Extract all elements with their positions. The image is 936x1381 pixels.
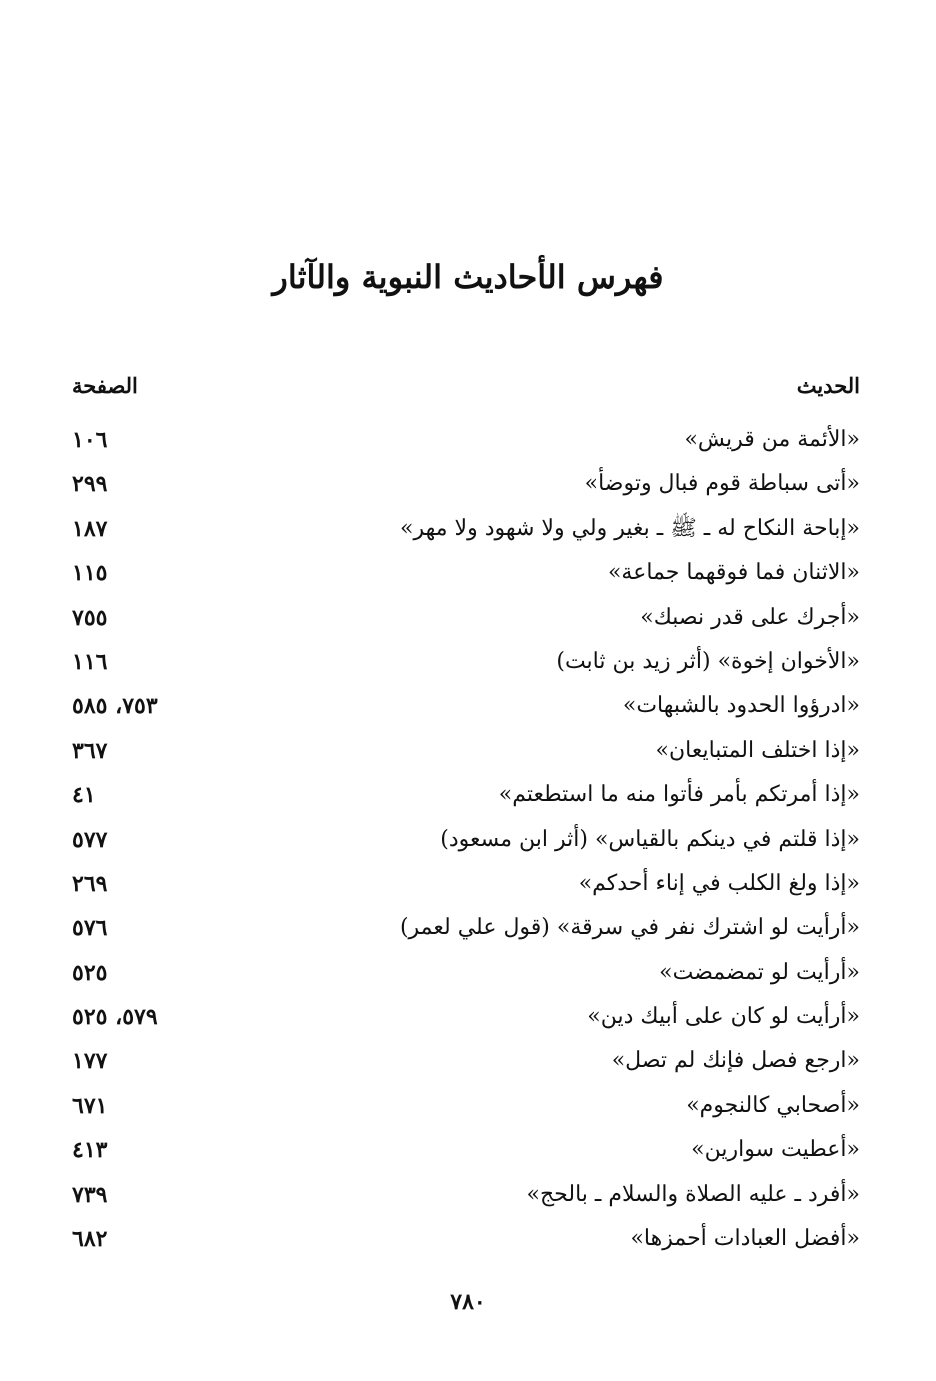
hadith-text: «أرأيت لو كان على أبيك دين» xyxy=(587,1004,860,1030)
index-entry xyxy=(60,729,860,773)
page-title: فهرس الأحاديث النبوية والآثار xyxy=(272,258,664,296)
hadith-text: «أعطيت سوارين» xyxy=(691,1137,860,1163)
page-reference: ٦٧١ xyxy=(72,1092,108,1119)
page-reference: ٢٦٩ xyxy=(72,870,108,897)
index-entry xyxy=(60,462,860,506)
page-reference: ٤١ xyxy=(72,782,96,809)
index-header-row xyxy=(60,366,860,406)
page-number: ٧٨٠ xyxy=(450,1289,486,1315)
column-header-hadith: الحديث xyxy=(796,373,860,398)
page-reference: ٧٣٩ xyxy=(72,1181,108,1208)
page-reference: ٥٧٦ xyxy=(72,915,108,942)
page-reference: ٤١٣ xyxy=(72,1137,108,1164)
index-entry xyxy=(60,1128,860,1172)
index-entry xyxy=(60,906,860,950)
hadith-text: «ادرؤوا الحدود بالشبهات» xyxy=(622,693,860,719)
index-entry xyxy=(60,1039,860,1083)
hadith-text: «الأخوان إخوة» (أثر زيد بن ثابت) xyxy=(556,648,860,674)
page-reference: ١١٥ xyxy=(72,560,108,587)
hadith-text: «أتى سباطة قوم فبال وتوضأ» xyxy=(584,471,860,497)
index-entry xyxy=(60,684,860,728)
index-entry xyxy=(60,1217,860,1261)
page-reference: ١١٦ xyxy=(72,648,108,675)
hadith-text: «إباحة النكاح له ـ ﷺ ـ بغير ولي ولا شهود ولا مهر» xyxy=(400,515,860,541)
page-reference: ٥٧٧ xyxy=(72,826,108,853)
page-reference: ١٠٦ xyxy=(72,427,108,453)
index-entry xyxy=(60,596,860,640)
hadith-index-list xyxy=(60,418,860,1261)
index-entry xyxy=(60,551,860,595)
column-header-page: الصفحة xyxy=(72,373,138,398)
hadith-text: «أصحابي كالنجوم» xyxy=(686,1092,860,1118)
index-entry xyxy=(60,418,860,462)
page-reference: ٣٦٧ xyxy=(72,737,108,764)
index-entry xyxy=(60,862,860,906)
index-entry xyxy=(60,640,860,684)
index-entry xyxy=(60,773,860,817)
page-reference: ٥٢٥ xyxy=(72,959,108,986)
index-entry xyxy=(60,951,860,995)
hadith-text: «أرأيت لو اشترك نفر في سرقة» (قول علي لعمر) xyxy=(399,915,860,941)
index-entry xyxy=(60,1084,860,1128)
hadith-text: «إذا قلتم في دينكم بالقياس» (أثر ابن مسعود) xyxy=(440,826,860,852)
page-reference: ٢٩٩ xyxy=(72,471,108,498)
page-reference: ٦٨٢ xyxy=(72,1226,108,1253)
hadith-text: «إذا ولغ الكلب في إناء أحدكم» xyxy=(578,870,860,896)
hadith-text: «الاثنان فما فوقهما جماعة» xyxy=(607,560,860,586)
index-entry xyxy=(60,818,860,862)
page-reference: ٧٥٥ xyxy=(72,604,108,631)
hadith-text: «أرأيت لو تمضمضت» xyxy=(659,959,860,985)
hadith-text: «أجرك على قدر نصبك» xyxy=(640,604,860,630)
hadith-text: «الأئمة من قريش» xyxy=(684,427,860,452)
hadith-text: «إذا أمرتكم بأمر فأتوا منه ما استطعتم» xyxy=(498,782,860,808)
index-entry xyxy=(60,507,860,551)
page-reference: ٥٧٩، ٥٢٥ xyxy=(72,1004,158,1031)
hadith-text: «إذا اختلف المتبايعان» xyxy=(655,737,860,763)
hadith-text: «ارجع فصل فإنك لم تصل» xyxy=(611,1048,860,1074)
page-reference: ١٧٧ xyxy=(72,1048,108,1075)
index-entry xyxy=(60,1173,860,1217)
index-entry xyxy=(60,995,860,1039)
page-reference: ١٨٧ xyxy=(72,515,108,542)
hadith-text: «أفضل العبادات أحمزها» xyxy=(630,1226,860,1252)
hadith-text: «أفرد ـ عليه الصلاة والسلام ـ بالحج» xyxy=(526,1181,860,1207)
page-reference: ٧٥٣، ٥٨٥ xyxy=(72,693,158,720)
